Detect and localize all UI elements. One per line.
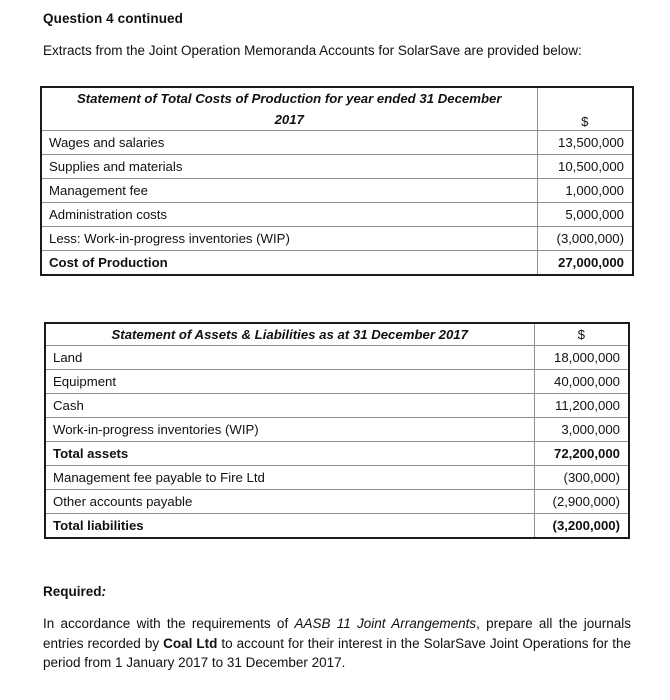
table-row (46, 394, 628, 418)
row-amount: (3,200,000) (534, 514, 628, 538)
row-amount: 10,500,000 (537, 155, 632, 179)
row-amount: 27,000,000 (537, 251, 632, 275)
statement-table (42, 88, 632, 274)
row-label: Management fee (42, 179, 537, 203)
row-label: Equipment (46, 370, 534, 394)
table-row (42, 155, 632, 179)
row-amount: 11,200,000 (534, 394, 628, 418)
accounting-standard-reference: AASB 11 Joint Arrangements (294, 616, 477, 631)
row-amount: 13,500,000 (537, 131, 632, 155)
row-label: Work-in-progress inventories (WIP) (46, 418, 534, 442)
table-header-row (42, 88, 632, 131)
table-row (42, 203, 632, 227)
amount-column-header: $ (534, 324, 628, 346)
table-header-row (46, 324, 628, 346)
row-label: Management fee payable to Fire Ltd (46, 466, 534, 490)
table-title-line2: 2017 (274, 112, 304, 127)
table-row (42, 131, 632, 155)
entity-name: Coal Ltd (163, 635, 218, 651)
row-label: Land (46, 346, 534, 370)
row-amount: (3,000,000) (537, 227, 632, 251)
row-amount: 1,000,000 (537, 179, 632, 203)
row-label: Cost of Production (42, 251, 537, 275)
row-amount: 40,000,000 (534, 370, 628, 394)
row-label: Supplies and materials (42, 155, 537, 179)
table-row (42, 227, 632, 251)
amount-column-header: $ (537, 88, 632, 131)
row-amount: 72,200,000 (534, 442, 628, 466)
table-row (42, 179, 632, 203)
row-label: Total assets (46, 442, 534, 466)
row-label: Other accounts payable (46, 490, 534, 514)
required-heading-colon: : (101, 584, 107, 599)
required-text-part1: In accordance with the requirements of (43, 616, 295, 631)
row-label: Wages and salaries (42, 131, 537, 155)
required-heading-label: Required (43, 584, 102, 599)
required-text-part2: , prepare all the journals entries recorded by (43, 616, 631, 651)
table-total-row (42, 251, 632, 275)
row-label: Administration costs (42, 203, 537, 227)
row-label: Total liabilities (46, 514, 534, 538)
row-amount: 18,000,000 (534, 346, 628, 370)
table-row (46, 490, 628, 514)
table-row (46, 466, 628, 490)
table-row (46, 346, 628, 370)
table-total-row (46, 442, 628, 466)
required-text-part3: to account for their interest in the SolarSave Joint Operations for the period from 1 January 2017 to 31 December 2017. (43, 635, 631, 670)
row-amount: 3,000,000 (534, 418, 628, 442)
table-assets-and-liabilities (44, 322, 630, 539)
table-title-cell: Statement of Assets & Liabilities as at 31 December 2017 (46, 324, 534, 346)
row-label: Cash (46, 394, 534, 418)
row-amount: (300,000) (534, 466, 628, 490)
row-amount: (2,900,000) (534, 490, 628, 514)
table-row (46, 370, 628, 394)
required-paragraph (43, 614, 631, 673)
statement-table (46, 324, 628, 537)
table-row (46, 418, 628, 442)
table-total-row (46, 514, 628, 538)
row-label: Less: Work-in-progress inventories (WIP) (42, 227, 537, 251)
required-heading (43, 584, 106, 600)
intro-paragraph: Extracts from the Joint Operation Memoranda Accounts for SolarSave are provided below: (43, 43, 582, 58)
page-title: Question 4 continued (43, 11, 184, 26)
table-title-cell (42, 88, 537, 131)
table-total-costs-of-production (40, 86, 634, 276)
table-title-line1: Statement of Total Costs of Production for year ended 31 December (76, 91, 502, 106)
row-amount: 5,000,000 (537, 203, 632, 227)
